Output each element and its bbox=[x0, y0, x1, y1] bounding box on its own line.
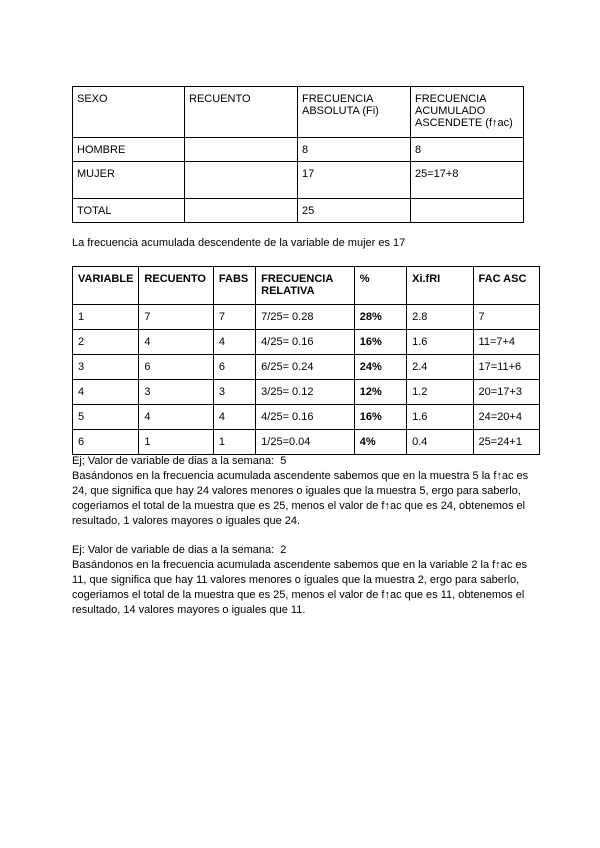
table-cell bbox=[213, 305, 255, 330]
cell-text: 1.2 bbox=[412, 386, 428, 398]
table-header-row bbox=[73, 267, 540, 305]
table-cell bbox=[73, 162, 185, 199]
cell-text: 4/25= 0.16 bbox=[261, 411, 314, 423]
header-frecuencia-acumulado bbox=[411, 87, 523, 129]
header-cell bbox=[185, 87, 298, 138]
header-fabs: FABS bbox=[218, 273, 249, 285]
header-cell bbox=[73, 267, 139, 305]
cell-text: 4 bbox=[78, 386, 85, 398]
header-cell bbox=[298, 87, 411, 138]
table-cell bbox=[73, 305, 139, 330]
cell-text: 4% bbox=[359, 436, 376, 448]
cell-text: 1.6 bbox=[412, 411, 428, 423]
cell-text: 1 bbox=[78, 311, 85, 323]
table-cell bbox=[73, 405, 139, 430]
cell-text: 16% bbox=[359, 411, 382, 423]
table-cell bbox=[407, 380, 473, 405]
header-frecuencia-relativa bbox=[256, 267, 354, 297]
table-cell bbox=[139, 405, 213, 430]
cell-text: 6 bbox=[78, 436, 85, 448]
header-sexo: SEXO bbox=[77, 93, 108, 105]
table-cell bbox=[73, 355, 139, 380]
table-cell bbox=[473, 355, 539, 380]
cell-text: 1 bbox=[218, 436, 226, 448]
table-cell bbox=[256, 355, 355, 380]
cell-text: 7/25= 0.28 bbox=[261, 311, 314, 323]
table-cell bbox=[256, 305, 355, 330]
cell-text: 2.4 bbox=[412, 361, 428, 373]
table-cell bbox=[354, 355, 406, 380]
table-cell bbox=[407, 430, 473, 455]
header-cell bbox=[213, 267, 255, 305]
table-cell bbox=[354, 305, 406, 330]
header-cell bbox=[473, 267, 539, 305]
table-row bbox=[73, 138, 524, 162]
table-cell bbox=[411, 138, 524, 162]
cell-text: MUJER bbox=[77, 168, 115, 180]
cell-text bbox=[185, 199, 297, 205]
table-cell bbox=[411, 162, 524, 199]
cell-text: 24% bbox=[359, 361, 382, 373]
descending-frequency-sentence: La frecuencia acumulada descendente de la variable de mujer es 17 bbox=[72, 237, 406, 249]
cell-text: TOTAL bbox=[77, 205, 112, 217]
cell-text: 4/25= 0.16 bbox=[261, 336, 314, 348]
table-cell bbox=[411, 199, 524, 223]
table-cell bbox=[213, 405, 255, 430]
table-cell bbox=[73, 380, 139, 405]
table-cell bbox=[354, 405, 406, 430]
table-cell bbox=[407, 305, 473, 330]
variable-frequency-table bbox=[72, 266, 540, 455]
table-cell bbox=[256, 405, 355, 430]
cell-text bbox=[411, 199, 523, 205]
cell-text: 1 bbox=[144, 436, 151, 448]
table-cell bbox=[354, 430, 406, 455]
cell-text: 4 bbox=[144, 411, 151, 423]
table-cell bbox=[73, 330, 139, 355]
table-cell bbox=[185, 199, 298, 223]
cell-text: 4 bbox=[144, 336, 151, 348]
cell-text: 25=17+8 bbox=[415, 168, 459, 180]
table-cell bbox=[73, 430, 139, 455]
cell-text: 17=11+6 bbox=[478, 361, 522, 373]
header-frecuencia-absoluta bbox=[298, 87, 410, 117]
table-cell bbox=[213, 430, 255, 455]
header-cell bbox=[256, 267, 355, 305]
table-cell bbox=[473, 430, 539, 455]
cell-text: 3 bbox=[218, 386, 226, 398]
header-recuento: RECUENTO bbox=[144, 273, 206, 285]
table-cell bbox=[213, 355, 255, 380]
cell-text: 3 bbox=[144, 386, 151, 398]
cell-text: 1/25=0.04 bbox=[261, 436, 311, 448]
cell-text: 2 bbox=[78, 336, 85, 348]
example-1 bbox=[72, 454, 532, 529]
example-2 bbox=[72, 543, 532, 618]
table-row bbox=[73, 330, 540, 355]
example-1-title: Ej; Valor de variable de dias a la semana: 5 bbox=[72, 455, 287, 467]
header-cell bbox=[354, 267, 406, 305]
table-cell bbox=[473, 305, 539, 330]
cell-text: 7 bbox=[478, 311, 485, 323]
cell-text: 1.6 bbox=[412, 336, 428, 348]
cell-text: 4 bbox=[218, 336, 226, 348]
cell-text: 16% bbox=[359, 336, 382, 348]
table-cell bbox=[407, 355, 473, 380]
cell-text: 20=17+3 bbox=[478, 386, 522, 398]
cell-text: 3/25= 0.12 bbox=[261, 386, 314, 398]
table-cell bbox=[298, 199, 411, 223]
cell-text: 25=24+1 bbox=[478, 436, 522, 448]
table-cell bbox=[407, 405, 473, 430]
header-variable: VARIABLE bbox=[78, 273, 134, 285]
table-cell bbox=[256, 330, 355, 355]
cell-text: 6/25= 0.24 bbox=[261, 361, 314, 373]
cell-text: 25 bbox=[302, 205, 315, 217]
cell-text: 0.4 bbox=[412, 436, 428, 448]
header-fac-asc: FAC ASC bbox=[478, 273, 527, 285]
header-cell bbox=[411, 87, 524, 138]
table-cell bbox=[139, 355, 213, 380]
table-cell bbox=[73, 199, 185, 223]
cell-text: 28% bbox=[359, 311, 382, 323]
table-cell bbox=[139, 305, 213, 330]
table-body bbox=[73, 305, 540, 455]
cell-text bbox=[185, 162, 297, 168]
table-row bbox=[73, 355, 540, 380]
example-1-body: Basándonos en la frecuencia acumulada ascendente sabemos que en la muestra 5 la f↑ac es 24, que significa que hay 24 valores menores o iguales que la muestra 5, ergo para saberlo, cogeriamos el total de la muestra que es 25, menos el valor de f↑ac que es 24, obtenemos el resultado, 1 valores mayores o iguales que 24. bbox=[72, 470, 529, 527]
table-cell bbox=[298, 162, 411, 199]
table-cell bbox=[354, 380, 406, 405]
table-header-row bbox=[73, 87, 524, 138]
example-2-body: Basándonos en la frecuencia acumulada ascendente sabemos que en la variable 2 la f↑ac es 11, que significa que hay 11 valores menores o iguales que la muestra 2, ergo para saberlo, cogeriamos el total de la muestra que es 25, menos el valor de f↑ac que es 11, obtenemos el resultado, 14 valores mayores o iguales que 11. bbox=[72, 559, 527, 616]
header-text: FRECUENCIA RELATIVA bbox=[261, 273, 334, 297]
example-2-title: Ej: Valor de variable de dias a la semana: 2 bbox=[72, 544, 287, 556]
header-cell bbox=[407, 267, 473, 305]
cell-text: HOMBRE bbox=[77, 144, 126, 156]
table-row bbox=[73, 162, 524, 199]
header-text: FRECUENCIA ACUMULADO ASCENDETE (f↑ac) bbox=[415, 93, 513, 129]
table-row bbox=[73, 405, 540, 430]
table-cell bbox=[256, 380, 355, 405]
cell-text: 6 bbox=[144, 361, 151, 373]
table-cell bbox=[139, 430, 213, 455]
header-recuento: RECUENTO bbox=[189, 93, 251, 105]
header-cell bbox=[139, 267, 213, 305]
cell-text: 12% bbox=[359, 386, 382, 398]
header-percent: % bbox=[359, 273, 370, 285]
table-cell bbox=[473, 380, 539, 405]
table-row bbox=[73, 430, 540, 455]
table-cell bbox=[354, 330, 406, 355]
table-row bbox=[73, 199, 524, 223]
table-row bbox=[73, 305, 540, 330]
cell-text: 5 bbox=[78, 411, 85, 423]
cell-text bbox=[185, 138, 297, 144]
header-xi-fri: Xi.fRI bbox=[412, 273, 441, 285]
table-row bbox=[73, 380, 540, 405]
table-cell bbox=[407, 330, 473, 355]
cell-text: 8 bbox=[415, 144, 422, 156]
table-cell bbox=[213, 380, 255, 405]
cell-text: 6 bbox=[218, 361, 226, 373]
table-cell bbox=[139, 330, 213, 355]
table-cell bbox=[298, 138, 411, 162]
table-cell bbox=[256, 430, 355, 455]
cell-text: 8 bbox=[302, 144, 309, 156]
table-cell bbox=[139, 380, 213, 405]
sex-frequency-table bbox=[72, 86, 524, 223]
table-cell bbox=[473, 330, 539, 355]
table-cell bbox=[213, 330, 255, 355]
header-cell bbox=[73, 87, 185, 138]
cell-text: 11=7+4 bbox=[478, 336, 516, 348]
table-cell bbox=[473, 405, 539, 430]
cell-text: 4 bbox=[218, 411, 226, 423]
cell-text: 17 bbox=[302, 168, 315, 180]
table-cell bbox=[185, 138, 298, 162]
cell-text: 7 bbox=[218, 311, 226, 323]
cell-text: 24=20+4 bbox=[478, 411, 522, 423]
cell-text: 7 bbox=[144, 311, 151, 323]
cell-text: 3 bbox=[78, 361, 85, 373]
cell-text: 2.8 bbox=[412, 311, 428, 323]
table-cell bbox=[185, 162, 298, 199]
table-cell bbox=[73, 138, 185, 162]
header-text: FRECUENCIA ABSOLUTA (Fi) bbox=[302, 93, 379, 117]
